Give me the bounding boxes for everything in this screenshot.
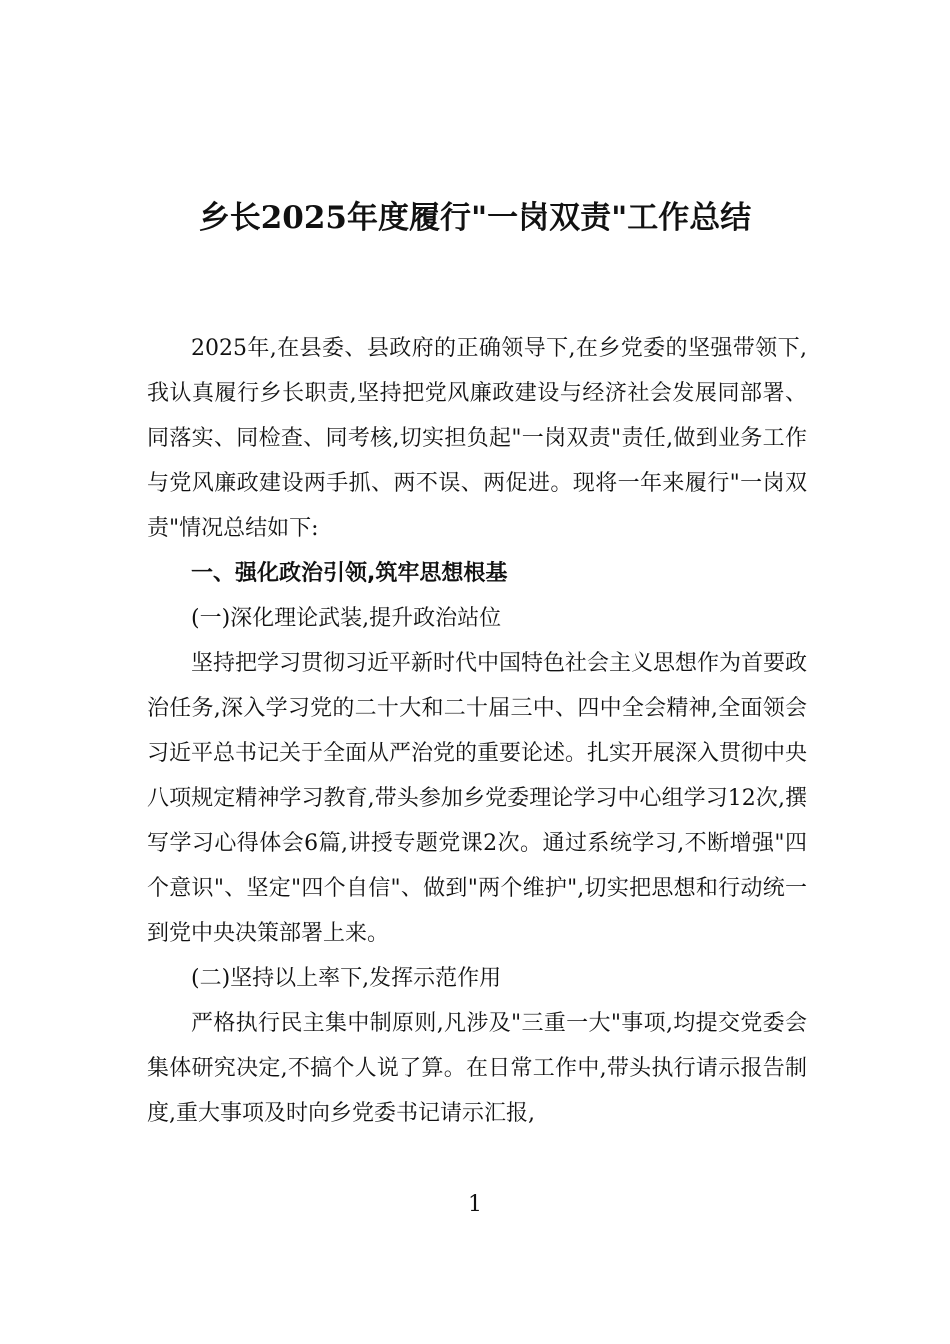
- subsection-paragraph-2: 严格执行民主集中制原则,凡涉及"三重一大"事项,均提交党委会集体研究决定,不搞个人说了算。在日常工作中,带头执行请示报告制度,重大事项及时向乡党委书记请示汇报,: [147, 1011, 807, 1126]
- subsection-heading-1: (一)深化理论武装,提升政治站位: [191, 606, 502, 631]
- section-heading-1: 一、强化政治引领,筑牢思想根基: [191, 561, 508, 586]
- subsection-paragraph-1: 坚持把学习贯彻习近平新时代中国特色社会主义思想作为首要政治任务,深入学习党的二十大和二十届三中、四中全会精神,全面领会习近平总书记关于全面从严治党的重要论述。扎实开展深入贯彻中央八项规定精神学习教育,带头参加乡党委理论学习中心组学习12次,撰写学习心得体会6篇,讲授专题党课2次。通过系统学习,不断增强"四个意识"、坚定"四个自信"、做到"两个维护",切实把思想和行动统一到党中央决策部署上来。: [147, 651, 808, 946]
- document-title: 乡长2025年度履行"一岗双责"工作总结: [198, 200, 752, 236]
- page-number: 1: [468, 1192, 482, 1217]
- subsection-heading-2: (二)坚持以上率下,发挥示范作用: [191, 966, 502, 991]
- document-body: [147, 326, 807, 1136]
- intro-paragraph: 2025年,在县委、县政府的正确领导下,在乡党委的坚强带领下,我认真履行乡长职责,坚持把党风廉政建设与经济社会发展同部署、同落实、同检查、同考核,切实担负起"一岗双责"责任,做到业务工作与党风廉政建设两手抓、两不误、两促进。现将一年来履行"一岗双责"情况总结如下:: [147, 336, 807, 541]
